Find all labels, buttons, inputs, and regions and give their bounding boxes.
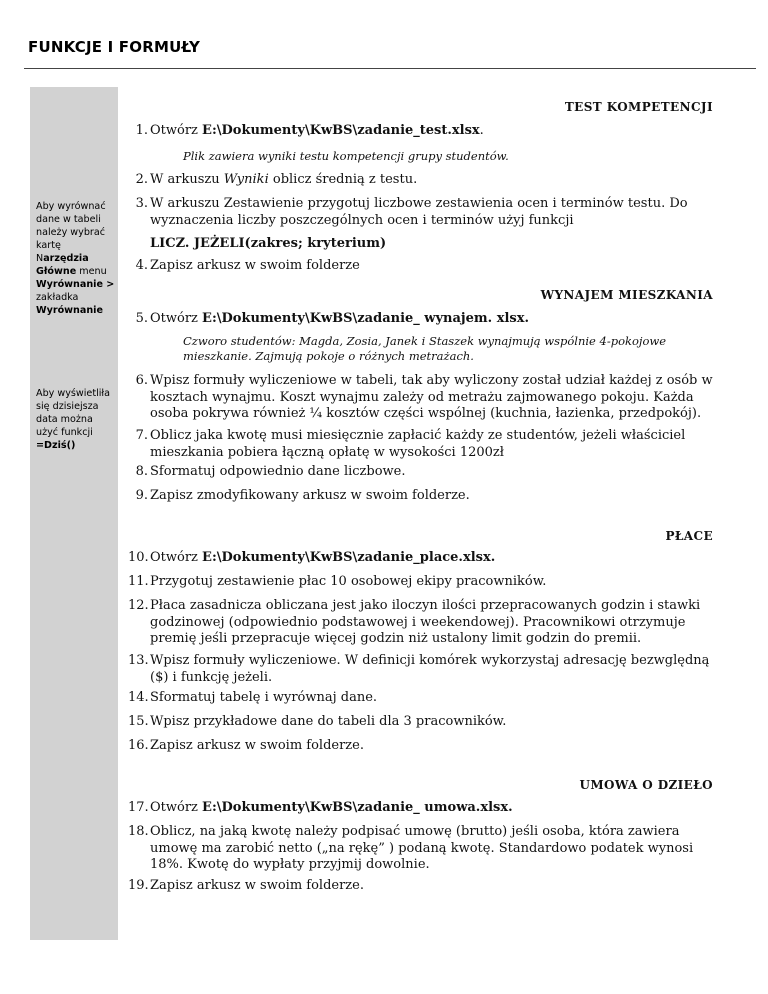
section-heading-contract: UMOWA O DZIEŁO bbox=[579, 778, 713, 792]
list-item: 17. Otwórz E:\Dokumenty\KwBS\zadanie_ umowa.xlsx. bbox=[128, 800, 513, 815]
list-item: 7. Oblicz jaka kwotę musi miesięcznie zapłacić każdy ze studentów, jeżeli właściciel mieszkania pobiera łączną opłatę w wysokości 1200zł bbox=[135, 428, 686, 460]
list-item: 8. Sformatuj odpowiednio dane liczbowe. bbox=[135, 464, 406, 479]
list-item: 18. Oblicz, na jaką kwotę należy podpisać umowę (brutto) jeśli osoba, która zawiera umowę ma zarobić netto („na rękę” ) podaną kwotę. Standardowo podatek wynosi 18%. Kwotę do wypłaty przyjmij dowolnie. bbox=[128, 824, 694, 872]
list-item: 6. Wpisz formuły wyliczeniowe w tabeli, tak aby wyliczony został udział każdej z osób w kosztach wynajmu. Koszt wynajmu zależy od metrażu zajmowanego pokoju. Każda osoba pokrywa również ¼ kosztów części wspólnej (kuchnia, łazienka, przedpokój). bbox=[135, 373, 713, 421]
list-item: 2. W arkuszu Wyniki oblicz średnią z testu. bbox=[135, 172, 418, 187]
list-item: 10. Otwórz E:\Dokumenty\KwBS\zadanie_place.xlsx. bbox=[128, 550, 496, 565]
list-item: 15. Wpisz przykładowe dane do tabeli dla 3 pracowników. bbox=[128, 714, 507, 729]
item-subnote: Czworo studentów: Magda, Zosia, Janek i Staszek wynajmują wspólnie 4-pokojowe mieszkanie. Zajmują pokoje o różnych metrażach. bbox=[183, 334, 667, 363]
list-item: 16. Zapisz arkusz w swoim folderze. bbox=[128, 738, 364, 753]
section-heading-rent: WYNAJEM MIESZKANIA bbox=[540, 288, 713, 302]
section-heading-salary: PŁACE bbox=[665, 529, 713, 543]
sidebar-note-date: Aby wyświetliła się dzisiejsza data można użyć funkcji =Dziś() bbox=[36, 388, 111, 451]
list-item: 13. Wpisz formuły wyliczeniowe. W definicji komórek wykorzystaj adresację bezwględną ($) i funkcję jeżeli. bbox=[128, 653, 710, 685]
list-item: 3. W arkuszu Zestawienie przygotuj liczbowe zestawienia ocen i terminów testu. Do wyznaczenia liczby poszczególnych ocen i terminów użyj funkcji bbox=[135, 196, 688, 228]
list-item: 9. Zapisz zmodyfikowany arkusz w swoim folderze. bbox=[135, 488, 470, 503]
section-heading-test: TEST KOMPETENCJI bbox=[564, 100, 713, 114]
item-subnote: Plik zawiera wyniki testu kompetencji grupy studentów. bbox=[183, 149, 509, 163]
title-divider bbox=[24, 68, 756, 69]
list-item: 12. Płaca zasadnicza obliczana jest jako iloczyn ilości przepracowanych godzin i stawki godzinowej (odpowiednio podstawowej i weekendowej). Pracownikowi otrzymuje premię jeśli przepracuje więcej godzin niż ustalony limit godzin do premii. bbox=[128, 598, 701, 646]
formula-text: LICZ. JEŻELI(zakres; kryterium) bbox=[150, 236, 387, 251]
list-item: 11. Przygotuj zestawienie płac 10 osobowej ekipy pracowników. bbox=[128, 574, 547, 589]
list-item: 1. Otwórz E:\Dokumenty\KwBS\zadanie_test.xlsx. bbox=[135, 123, 484, 138]
list-item: 19. Zapisz arkusz w swoim folderze. bbox=[128, 878, 364, 893]
sidebar-note-alignment: Aby wyrównać dane w tabeli należy wybrać kartę Narzędzia Główne menu Wyrównanie > zakładka Wyrównanie bbox=[36, 201, 115, 316]
list-item: 14. Sformatuj tabelę i wyrównaj dane. bbox=[128, 690, 378, 705]
list-item: 5. Otwórz E:\Dokumenty\KwBS\zadanie_ wynajem. xlsx. bbox=[135, 311, 529, 326]
list-item: 4. Zapisz arkusz w swoim folderze bbox=[135, 258, 360, 273]
page-title: FUNKCJE I FORMUŁY bbox=[28, 38, 201, 56]
